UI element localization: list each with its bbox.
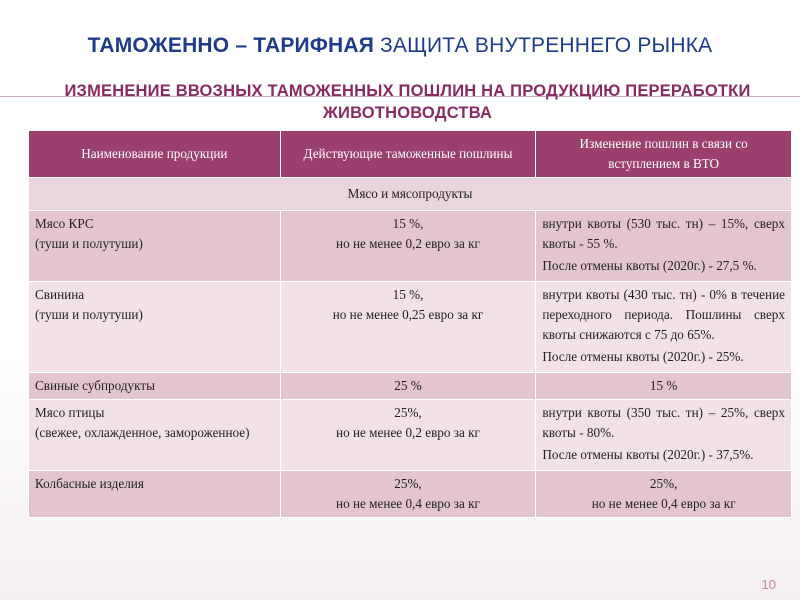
table-row: [29, 373, 792, 400]
current-duty-cell: [280, 471, 536, 518]
section-row: [29, 178, 792, 211]
table-row: [29, 282, 792, 373]
slide-title-bold: ТАМОЖЕННО – ТАРИФНАЯ: [87, 34, 374, 57]
tariff-table: [28, 130, 792, 518]
table-row: [29, 400, 792, 471]
duty-change-text: внутри квоты (350 тыс. тн) – 25%, сверх квоты - 80%.: [542, 405, 785, 440]
duty-change-cell: [536, 471, 792, 518]
duty-change-cell: [536, 282, 792, 373]
current-duty-cell: [280, 211, 536, 282]
table-row: [29, 211, 792, 282]
current-duty-minimum: но не менее 0,25 евро за кг: [332, 307, 484, 322]
duty-change-after-quota: После отмены квоты (2020г.) - 37,5%.: [542, 447, 754, 462]
duty-change-after-quota: После отмены квоты (2020г.) - 27,5 %.: [542, 258, 757, 273]
product-detail: (туши и полутуши): [35, 236, 143, 251]
duty-change-text: внутри квоты (530 тыс. тн) – 15%, сверх квоты - 55 %.: [542, 216, 785, 251]
product-name: Колбасные изделия: [35, 476, 144, 491]
current-duty-cell: [280, 282, 536, 373]
duty-change-text: 25%,: [649, 476, 678, 491]
current-duty-cell: [280, 400, 536, 471]
slide-title-rest: ЗАЩИТА ВНУТРЕННЕГО РЫНКА: [374, 34, 713, 57]
table-header-row: [29, 131, 792, 178]
current-duty-minimum: но не менее 0,2 евро за кг: [336, 236, 480, 251]
current-duty-rate: 15 %,: [392, 287, 424, 302]
table-row: [29, 471, 792, 518]
duty-change-after-quota: После отмены квоты (2020г.) - 25%.: [542, 349, 744, 364]
product-name-cell: [29, 373, 281, 400]
column-header: Наименование продукции: [29, 131, 281, 178]
product-name: Мясо КРС: [35, 216, 94, 231]
current-duty-rate: 25%,: [394, 405, 422, 420]
slide-number: 10: [761, 577, 776, 592]
product-name-cell: [29, 471, 281, 518]
duty-change-text: внутри квоты (430 тыс. тн) - 0% в течение переходного периода. Пошлины сверх квоты снижаются с 75 до 65%.: [542, 287, 785, 342]
slide-title: [0, 34, 800, 58]
section-label: Мясо и мясопродукты: [29, 178, 792, 211]
product-detail: (свежее, охлажденное, замороженное): [35, 425, 250, 440]
current-duty-minimum: но не менее 0,2 евро за кг: [336, 425, 480, 440]
product-name: Мясо птицы: [35, 405, 105, 420]
current-duty-rate: 15 %,: [392, 216, 424, 231]
duty-change-cell: [536, 373, 792, 400]
current-duty-rate: 25 %: [394, 378, 422, 393]
current-duty-rate: 25%,: [394, 476, 422, 491]
product-detail: (туши и полутуши): [35, 307, 143, 322]
product-name: Свинина: [35, 287, 85, 302]
current-duty-minimum: но не менее 0,4 евро за кг: [336, 496, 480, 511]
column-header: Изменение пошлин в связи со вступлением в ВТО: [536, 131, 792, 178]
duty-change-text: 15 %: [649, 378, 678, 393]
product-name-cell: [29, 400, 281, 471]
slide-subtitle: ИЗМЕНЕНИЕ ВВОЗНЫХ ТАМОЖЕННЫХ ПОШЛИН НА ПРОДУКЦИЮ ПЕРЕРАБОТКИ ЖИВОТНОВОДСТВА: [64, 82, 751, 122]
product-name: Свиные субпродукты: [35, 378, 155, 393]
duty-change-after-quota: но не менее 0,4 евро за кг: [591, 496, 736, 511]
duty-change-cell: [536, 211, 792, 282]
current-duty-cell: [280, 373, 536, 400]
product-name-cell: [29, 211, 281, 282]
product-name-cell: [29, 282, 281, 373]
duty-change-cell: [536, 400, 792, 471]
column-header: Действующие таможенные пошлины: [280, 131, 536, 178]
